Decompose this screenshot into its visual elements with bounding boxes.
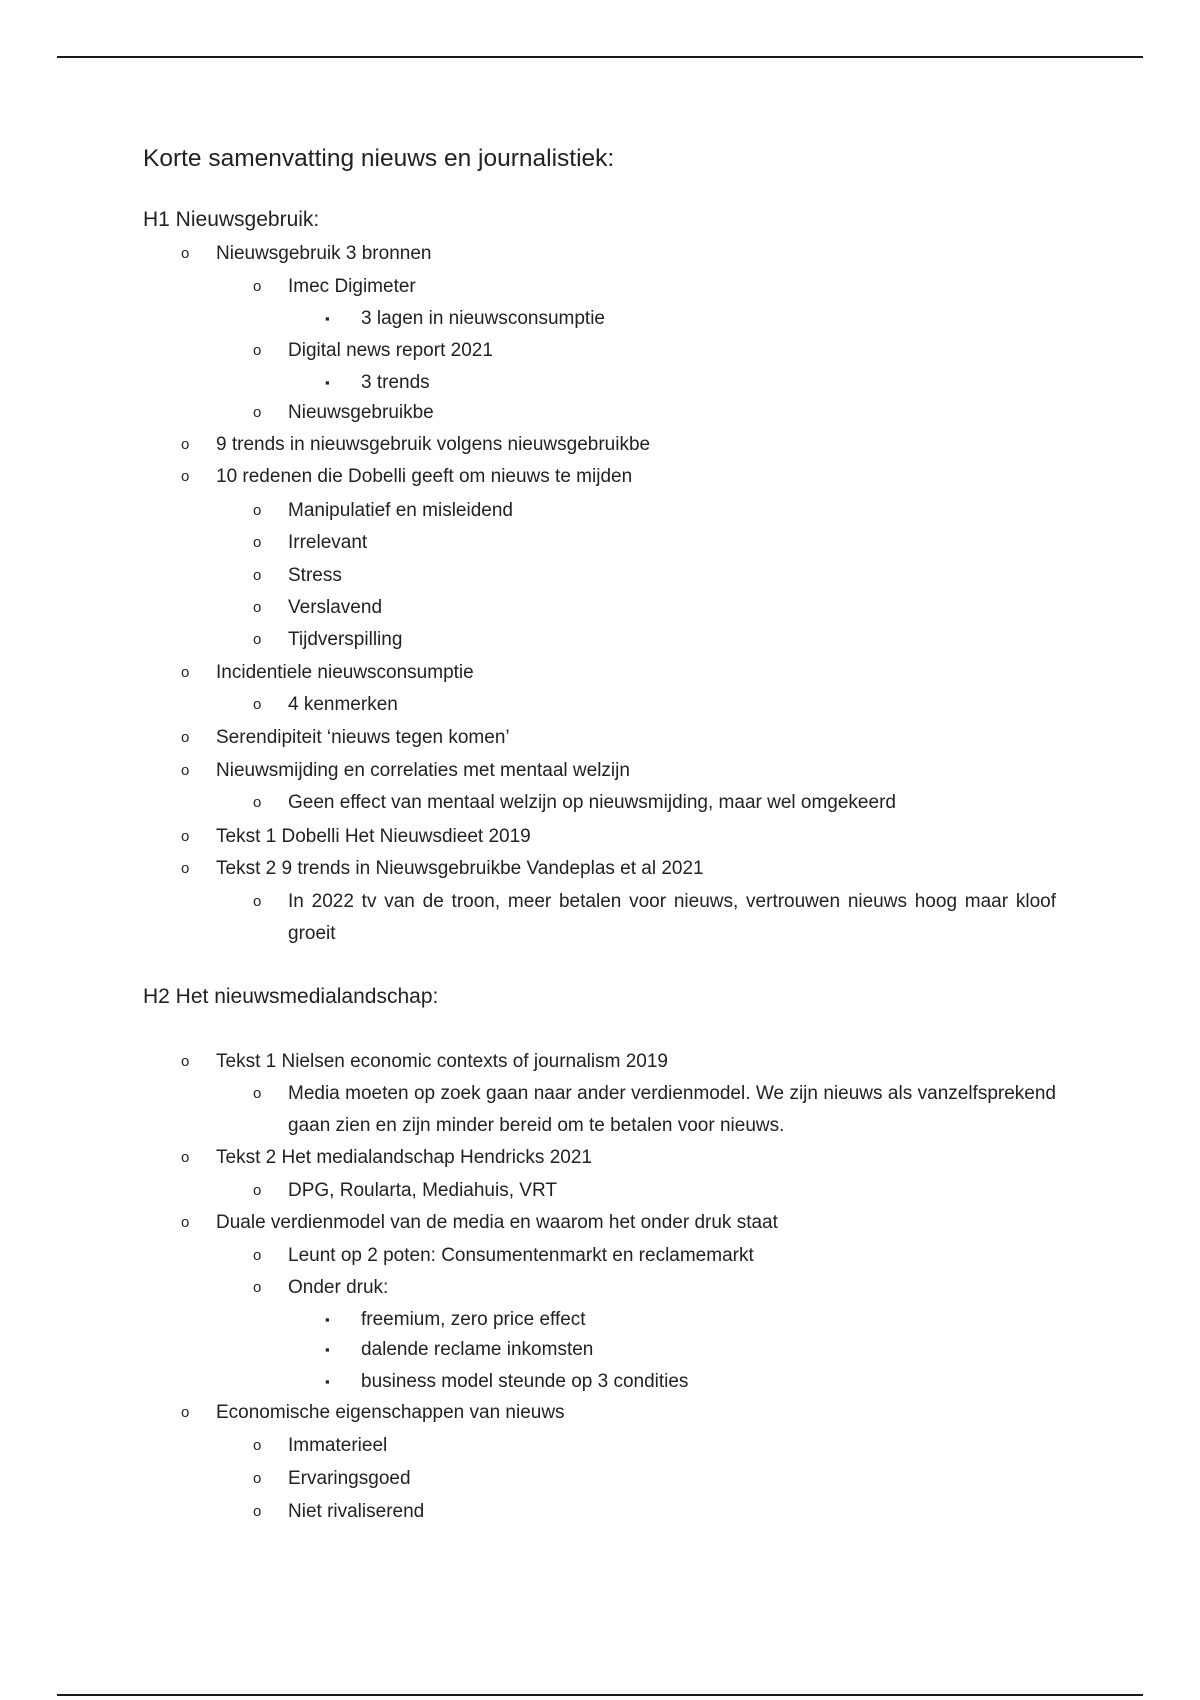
footer-rule — [57, 1694, 1143, 1696]
list-item: Tekst 1 Dobelli Het Nieuwsdieet 2019 — [216, 826, 531, 847]
list-item: Imec Digimeter — [288, 276, 416, 297]
circle-bullet-icon: o — [253, 502, 262, 519]
square-bullet-icon: ▪ — [325, 1374, 330, 1389]
list-item: Immaterieel — [288, 1435, 388, 1456]
list-item: Digital news report 2021 — [288, 340, 493, 361]
circle-bullet-icon: o — [253, 1279, 262, 1296]
list-item: Tekst 2 9 trends in Nieuwsgebruikbe Vandeplas et al 2021 — [216, 858, 704, 879]
circle-bullet-icon: o — [253, 567, 262, 584]
list-item: Serendipiteit ‘nieuws tegen komen’ — [216, 727, 510, 748]
list-item: Ervaringsgoed — [288, 1468, 411, 1489]
list-item: Nieuwsgebruikbe — [288, 402, 434, 423]
list-item: Economische eigenschappen van nieuws — [216, 1402, 565, 1423]
list-item: Tekst 1 Nielsen economic contexts of journalism 2019 — [216, 1051, 669, 1072]
list-item: Tekst 2 Het medialandschap Hendricks 2021 — [216, 1147, 592, 1168]
circle-bullet-icon: o — [253, 794, 262, 811]
list-item: 3 lagen in nieuwsconsumptie — [361, 308, 605, 329]
square-bullet-icon: ▪ — [325, 375, 330, 390]
list-item: Incidentiele nieuwsconsumptie — [216, 662, 474, 683]
circle-bullet-icon: o — [253, 404, 262, 421]
header-rule — [57, 56, 1143, 58]
list-item: freemium, zero price effect — [361, 1309, 586, 1330]
list-item: Leunt op 2 poten: Consumentenmarkt en reclamemarkt — [288, 1245, 754, 1266]
list-item: Nieuwsgebruik 3 bronnen — [216, 243, 432, 264]
circle-bullet-icon: o — [181, 1053, 190, 1070]
list-item: DPG, Roularta, Mediahuis, VRT — [288, 1180, 557, 1201]
list-item: dalende reclame inkomsten — [361, 1339, 594, 1360]
list-item: 10 redenen die Dobelli geeft om nieuws te mijden — [216, 466, 633, 487]
list-item: Manipulatief en misleidend — [288, 500, 513, 521]
list-item: business model steunde op 3 condities — [361, 1371, 689, 1392]
circle-bullet-icon: o — [181, 1214, 190, 1231]
circle-bullet-icon: o — [181, 245, 190, 262]
list-item: In 2022 tv van de troon, meer betalen voor nieuws, vertrouwen nieuws hoog maar kloof groeit — [288, 891, 1056, 944]
list-item: Onder druk: — [288, 1277, 389, 1298]
list-item: Nieuwsmijding en correlaties met mentaal welzijn — [216, 760, 630, 781]
list-item: 9 trends in nieuwsgebruik volgens nieuwsgebruikbe — [216, 434, 651, 455]
circle-bullet-icon: o — [181, 1404, 190, 1421]
circle-bullet-icon: o — [253, 1247, 262, 1264]
circle-bullet-icon: o — [253, 893, 262, 910]
circle-bullet-icon: o — [253, 342, 262, 359]
list-item: Niet rivaliserend — [288, 1501, 425, 1522]
circle-bullet-icon: o — [181, 1149, 190, 1166]
list-item: Duale verdienmodel van de media en waarom het onder druk staat — [216, 1212, 778, 1233]
list-item: 4 kenmerken — [288, 694, 398, 715]
list-item: 3 trends — [361, 372, 430, 393]
circle-bullet-icon: o — [253, 278, 262, 295]
section-heading-h2: H2 Het nieuwsmedialandschap: — [143, 985, 439, 1008]
circle-bullet-icon: o — [253, 1437, 262, 1454]
list-item: Geen effect van mentaal welzijn op nieuwsmijding, maar wel omgekeerd — [288, 792, 896, 813]
circle-bullet-icon: o — [181, 664, 190, 681]
circle-bullet-icon: o — [253, 1503, 262, 1520]
list-item: Verslavend — [288, 597, 383, 618]
circle-bullet-icon: o — [181, 436, 190, 453]
circle-bullet-icon: o — [253, 1085, 262, 1102]
circle-bullet-icon: o — [253, 696, 262, 713]
section-heading-h1: H1 Nieuwsgebruik: — [143, 208, 320, 231]
circle-bullet-icon: o — [253, 599, 262, 616]
circle-bullet-icon: o — [253, 1470, 262, 1487]
circle-bullet-icon: o — [253, 631, 262, 648]
circle-bullet-icon: o — [181, 729, 190, 746]
list-item: Media moeten op zoek gaan naar ander verdienmodel. We zijn nieuws als vanzelfsprekend gaan zien en zijn minder bereid om te betalen voor nieuws. — [288, 1083, 1056, 1136]
square-bullet-icon: ▪ — [325, 1342, 330, 1357]
document-title: Korte samenvatting nieuws en journalistiek: — [143, 145, 615, 172]
circle-bullet-icon: o — [181, 828, 190, 845]
circle-bullet-icon: o — [181, 860, 190, 877]
list-item: Tijdverspilling — [288, 629, 403, 650]
circle-bullet-icon: o — [181, 762, 190, 779]
square-bullet-icon: ▪ — [325, 311, 330, 326]
circle-bullet-icon: o — [253, 1182, 262, 1199]
list-item: Stress — [288, 565, 342, 586]
circle-bullet-icon: o — [253, 534, 262, 551]
list-item: Irrelevant — [288, 532, 368, 553]
square-bullet-icon: ▪ — [325, 1312, 330, 1327]
circle-bullet-icon: o — [181, 468, 190, 485]
